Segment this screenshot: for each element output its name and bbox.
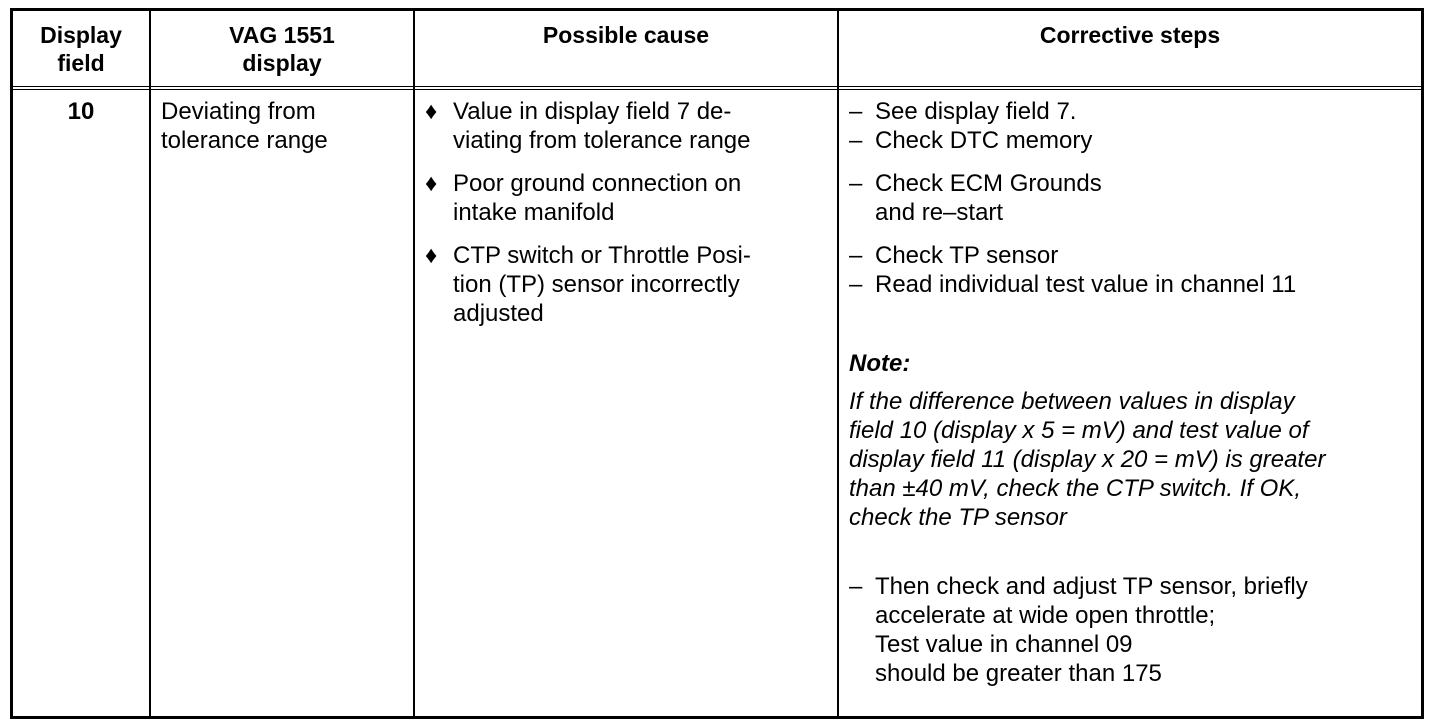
header-divider bbox=[13, 86, 1421, 90]
cause-line: Poor ground connection on bbox=[453, 170, 742, 197]
cause-line: Value in display field 7 de- bbox=[453, 98, 732, 125]
display-field-value: 10 bbox=[67, 98, 95, 125]
bullet-icon: ♦ bbox=[425, 98, 438, 125]
header-corrective-steps bbox=[839, 21, 1421, 49]
step-line: Read individual test value in channel 11 bbox=[875, 271, 1297, 298]
note-line: field 10 (display x 5 = mV) and test value of bbox=[849, 417, 1309, 444]
step-item bbox=[849, 270, 1417, 299]
dash-icon: – bbox=[849, 98, 863, 125]
header-text: VAG 1551 bbox=[229, 22, 335, 48]
diagnostic-table bbox=[10, 8, 1424, 719]
note-line: display field 11 (display x 20 = mV) is greater bbox=[849, 446, 1326, 473]
vag-display-line: tolerance range bbox=[161, 127, 328, 154]
header-text: Display bbox=[40, 22, 122, 48]
cause-item bbox=[425, 97, 835, 155]
dash-icon: – bbox=[849, 127, 863, 154]
step-line: See display field 7. bbox=[875, 98, 1077, 125]
column-divider bbox=[413, 11, 415, 716]
header-text: Possible cause bbox=[542, 22, 710, 48]
header-text: field bbox=[57, 50, 105, 76]
dash-icon: – bbox=[849, 271, 863, 298]
cause-line: CTP switch or Throttle Posi- bbox=[453, 242, 751, 269]
vag-display-line: Deviating from bbox=[161, 98, 316, 125]
note-body bbox=[849, 387, 1417, 532]
dash-icon: – bbox=[849, 242, 863, 269]
cause-item bbox=[425, 169, 835, 227]
step-line: Check TP sensor bbox=[875, 242, 1059, 269]
step-item bbox=[849, 572, 1417, 688]
note-line: than ±40 mV, check the CTP switch. If OK, bbox=[849, 475, 1302, 502]
dash-icon: – bbox=[849, 573, 863, 600]
dash-icon: – bbox=[849, 170, 863, 197]
vag-display-value bbox=[161, 97, 411, 155]
step-line: should be greater than 175 bbox=[875, 660, 1162, 687]
step-line: accelerate at wide open throttle; bbox=[875, 602, 1216, 629]
corrective-steps-list bbox=[849, 97, 1417, 688]
step-item bbox=[849, 126, 1417, 155]
step-item bbox=[849, 97, 1417, 126]
step-line: and re–start bbox=[875, 199, 1004, 226]
cause-line: viating from tolerance range bbox=[453, 127, 751, 154]
header-text: display bbox=[242, 50, 322, 76]
bullet-icon: ♦ bbox=[425, 170, 438, 197]
cause-line: intake manifold bbox=[453, 199, 615, 226]
bullet-icon: ♦ bbox=[425, 242, 438, 269]
note-line: If the difference between values in display bbox=[849, 388, 1295, 415]
header-vag-display bbox=[151, 21, 413, 77]
step-line: Then check and adjust TP sensor, briefly bbox=[875, 573, 1308, 600]
header-possible-cause bbox=[415, 21, 837, 49]
step-line: Check ECM Grounds bbox=[875, 170, 1102, 197]
column-divider bbox=[149, 11, 151, 716]
step-item bbox=[849, 241, 1417, 270]
header-display-field bbox=[13, 21, 149, 77]
column-divider bbox=[837, 11, 839, 716]
header-text: Corrective steps bbox=[1039, 22, 1221, 48]
step-item bbox=[849, 169, 1417, 227]
step-line: Test value in channel 09 bbox=[875, 631, 1133, 658]
cause-item bbox=[425, 241, 835, 328]
cause-line: tion (TP) sensor incorrectly bbox=[453, 271, 740, 298]
note-title: Note: bbox=[849, 350, 911, 377]
cause-line: adjusted bbox=[453, 300, 544, 327]
note-line: check the TP sensor bbox=[849, 504, 1067, 531]
possible-cause-list bbox=[425, 97, 835, 328]
step-line: Check DTC memory bbox=[875, 127, 1093, 154]
